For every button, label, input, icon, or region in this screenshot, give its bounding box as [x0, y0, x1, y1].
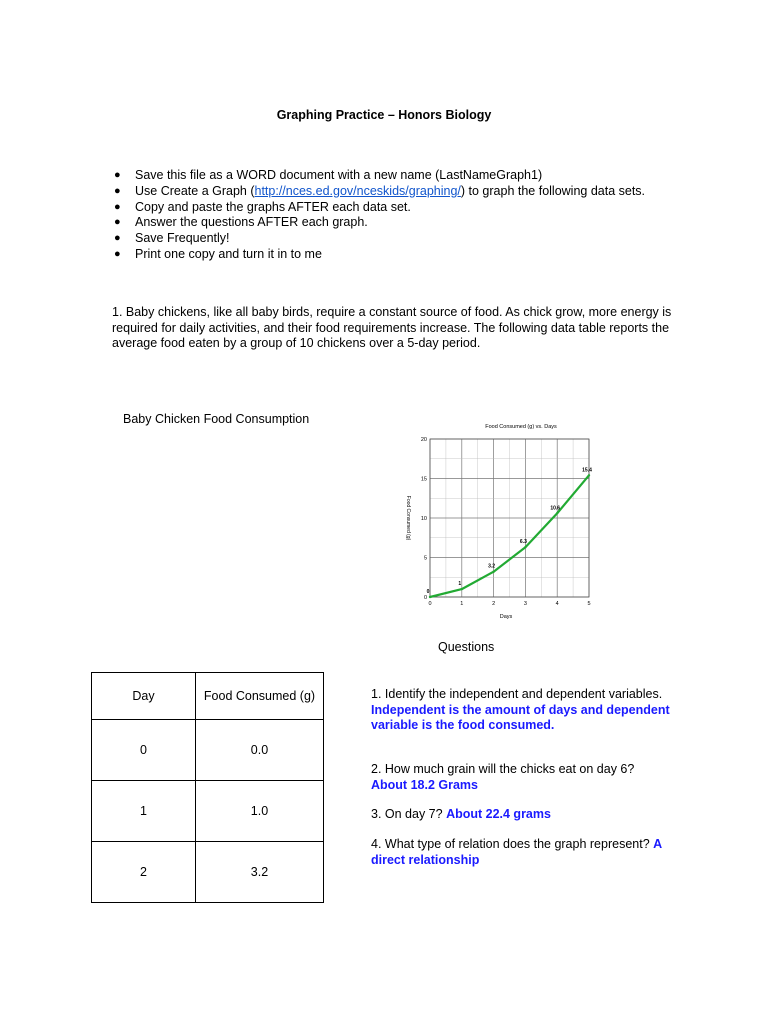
x-tick-label: 3: [523, 601, 527, 607]
data-point: [556, 512, 558, 514]
instruction-text: Save Frequently!: [135, 231, 230, 246]
bullet-icon: ●: [114, 232, 121, 245]
table-row: [92, 842, 324, 903]
instruction-item: [112, 247, 645, 263]
instruction-item: [112, 231, 645, 247]
food-chart: [380, 415, 610, 625]
instruction-text: Use Create a Graph (: [135, 183, 255, 198]
data-point: [492, 571, 494, 573]
questions-header: Questions: [438, 640, 495, 654]
data-label: 0: [426, 589, 430, 595]
table-cell-food: 3.2: [196, 842, 324, 903]
answer-text: About 22.4 grams: [446, 807, 551, 821]
table-header-row: [92, 673, 324, 720]
x-tick-label: 4: [555, 601, 559, 607]
chart-title: Food Consumed (g) vs. Days: [485, 424, 557, 430]
bullet-icon: ●: [114, 216, 121, 229]
question-1: [371, 687, 671, 734]
question-text: 3. On day 7?: [371, 807, 447, 821]
question-text: 2. How much grain will the chicks eat on day 6?: [371, 762, 635, 776]
table-cell-day: 1: [92, 781, 196, 842]
data-label: 6.3: [519, 539, 527, 546]
bullet-icon: ●: [114, 200, 121, 213]
question-4: [371, 837, 671, 868]
table-header-food: Food Consumed (g): [196, 673, 324, 720]
question-text: 4. What type of relation does the graph represent?: [371, 837, 654, 851]
chart-y-label: Food Consumed (g): [405, 495, 411, 541]
table-cell-day: 2: [92, 842, 196, 903]
data-point: [429, 596, 431, 598]
y-tick-label: 5: [423, 555, 427, 562]
y-tick-label: 10: [420, 516, 427, 522]
table-row: [92, 781, 324, 842]
chart-caption: Baby Chicken Food Consumption: [123, 412, 310, 426]
question-3: [371, 807, 671, 823]
data-point: [461, 588, 463, 590]
table-cell-day: 0: [92, 720, 196, 781]
question-text: 1. Identify the independent and dependent variables.: [371, 687, 663, 701]
instruction-item: [112, 215, 645, 231]
question-2: [371, 762, 671, 793]
instruction-text: Copy and paste the graphs AFTER each data set.: [135, 199, 411, 214]
data-label: 1: [458, 581, 462, 588]
x-tick-label: 1: [460, 601, 464, 607]
instruction-item: [112, 184, 645, 200]
data-point: [524, 546, 526, 548]
table-header-day: Day: [92, 673, 196, 720]
instruction-item: [112, 200, 645, 216]
chart-grid: [430, 439, 589, 597]
instruction-item: [112, 168, 645, 184]
x-tick-label: 0: [428, 601, 432, 607]
bullet-icon: ●: [114, 247, 121, 260]
chart-x-label: Days: [499, 614, 513, 620]
instruction-text: ) to graph the following data sets.: [460, 183, 646, 198]
x-tick-label: 2: [492, 601, 496, 607]
data-point: [588, 474, 590, 476]
data-table: [91, 672, 324, 903]
answer-text: About 18.2 Grams: [371, 777, 478, 792]
y-tick-label: 15: [420, 476, 427, 483]
instruction-list: [112, 168, 645, 263]
y-tick-label: 20: [420, 437, 427, 443]
table-cell-food: 1.0: [196, 781, 324, 842]
chart-ticks: [421, 437, 591, 607]
bullet-icon: ●: [114, 184, 121, 197]
answer-text: Independent is the amount of days and dependent variable is the food consumed.: [371, 702, 670, 732]
answer-text: A direct relationship: [371, 837, 662, 867]
data-label: 10.6: [550, 505, 561, 512]
page-title: Graphing Practice – Honors Biology: [276, 108, 492, 122]
y-tick-label: 0: [423, 595, 427, 601]
table-row: [92, 720, 324, 781]
data-label: 15.4: [582, 467, 592, 474]
instruction-text: Save this file as a WORD document with a new name (LastNameGraph1): [135, 168, 543, 182]
x-tick-label: 5: [587, 601, 591, 607]
instruction-text: Print one copy and turn it in to me: [135, 246, 322, 261]
data-label: 3.2: [488, 563, 496, 570]
graphing-link[interactable]: http://nces.ed.gov/nceskids/graphing/: [254, 183, 461, 198]
table-cell-food: 0.0: [196, 720, 324, 781]
instruction-text: Answer the questions AFTER each graph.: [135, 215, 368, 230]
bullet-icon: ●: [114, 169, 121, 181]
problem-1-text: 1. Baby chickens, like all baby birds, require a constant source of food. As chick grow, more energy is required for daily activities, and their food requirements increase. The following data table reports the average food eaten by a group of 10 chickens over a 5-day period.: [112, 305, 672, 350]
